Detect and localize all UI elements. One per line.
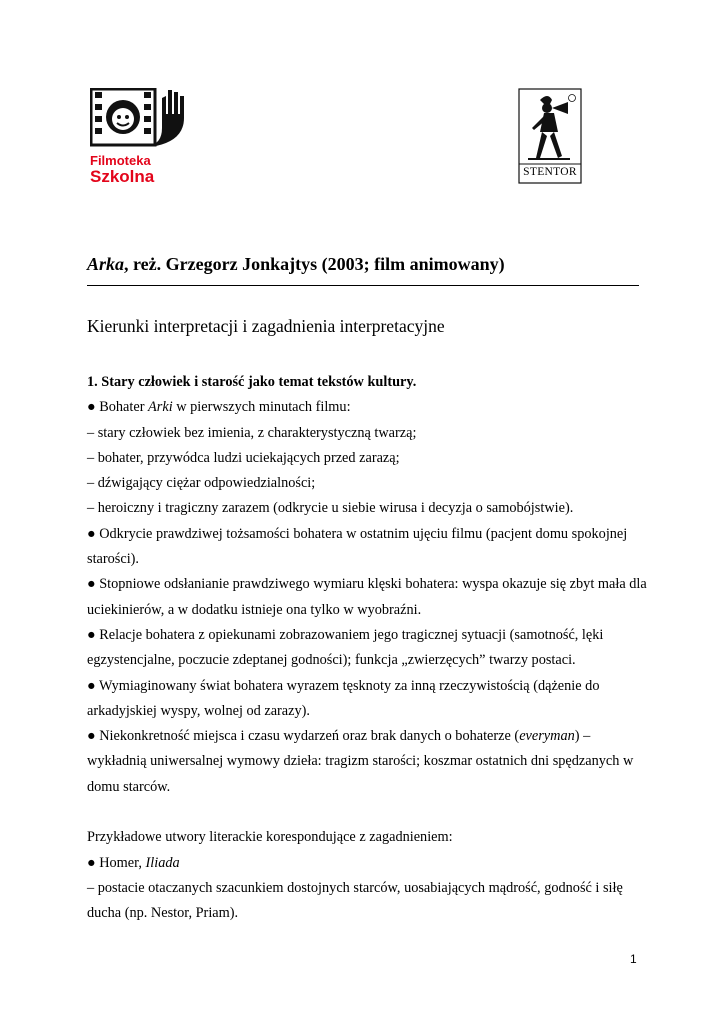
bullet-paragraph: ● Odkrycie prawdziwej tożsamości bohatera w ostatnim ujęciu filmu (pacjent domu spokojnej starości). — [87, 525, 628, 568]
text-run: ) – wykładnią uniwersalnej wymowy dzieła: tragizm starości; koszmar ostatnich dni spędzanych w domu starców. — [87, 728, 634, 795]
dash-paragraph: – bohater, przywódca ludzi uciekających przed zarazą; — [87, 449, 400, 466]
bullet-paragraph — [87, 851, 647, 876]
italic-run: Arki — [148, 399, 173, 416]
document-title — [87, 254, 647, 275]
logo-text-filmoteka: Filmoteka — [90, 153, 151, 168]
section-subtitle: Kierunki interpretacji i zagadnienia interpretacyjne — [87, 316, 445, 336]
italic-run: everyman — [519, 728, 575, 745]
logo-text-stentor: STENTOR — [523, 166, 577, 178]
title-divider — [87, 285, 639, 286]
paragraph-gap — [87, 800, 647, 825]
text-run: ● Bohater — [87, 399, 149, 416]
filmoteka-szkolna-logo — [90, 88, 190, 188]
stentor-logo — [518, 88, 582, 184]
dash-paragraph: – stary człowiek bez imienia, z charakterystyczną twarzą; — [87, 424, 417, 441]
bullet-paragraph: ● Stopniowe odsłanianie prawdziwego wymiaru klęski bohatera: wyspa okazuje się zbyt mała dla uciekinierów, a w dodatku istnieje ona tylko w wyobraźni. — [87, 576, 647, 618]
dash-paragraph: – postacie otaczanych szacunkiem dostojnych starców, uosabiających mądrość, godność i siłę ducha (np. Nestor, Priam). — [87, 879, 623, 922]
bullet-paragraph — [87, 724, 647, 800]
title-film-name: Arka — [87, 254, 125, 274]
dash-paragraph: – dźwigający ciężar odpowiedzialności; — [87, 475, 316, 492]
text-run: ● Homer, — [87, 854, 146, 871]
section-heading: 1. Stary człowiek i starość jako temat tekstów kultury. — [87, 374, 417, 390]
logo-text-szkolna: Szkolna — [90, 166, 155, 186]
film-hand-icon — [90, 88, 186, 150]
bullet-paragraph — [87, 395, 647, 420]
document-body — [87, 370, 647, 927]
italic-run: Iliada — [145, 854, 180, 871]
text-run: w pierwszych minutach filmu: — [172, 399, 351, 416]
examples-intro: Przykładowe utwory literackie korespondujące z zagadnieniem: — [87, 829, 453, 846]
bullet-paragraph: ● Wymiaginowany świat bohatera wyrazem tęsknoty za inną rzeczywistością (dążenie do arkadyjskiej wyspy, wolnej od zarazy). — [87, 677, 600, 719]
page-number: 1 — [630, 952, 637, 966]
text-run: ● Niekonkretność miejsca i czasu wydarzeń oraz brak danych o bohaterze ( — [87, 728, 520, 745]
dash-paragraph: – heroiczny i tragiczny zarazem (odkrycie u siebie wirusa i decyzja o samobójstwie). — [87, 500, 574, 517]
bullet-paragraph: ● Relacje bohatera z opiekunami zobrazowaniem jego tragicznej sytuacji (samotność, lęki egzystencjalne, poczucie zdeptanej godności); funkcja „zwierzęcych” twarzy postaci. — [87, 626, 604, 669]
title-details: , reż. Grzegorz Jonkajtys (2003; film animowany) — [124, 254, 505, 274]
